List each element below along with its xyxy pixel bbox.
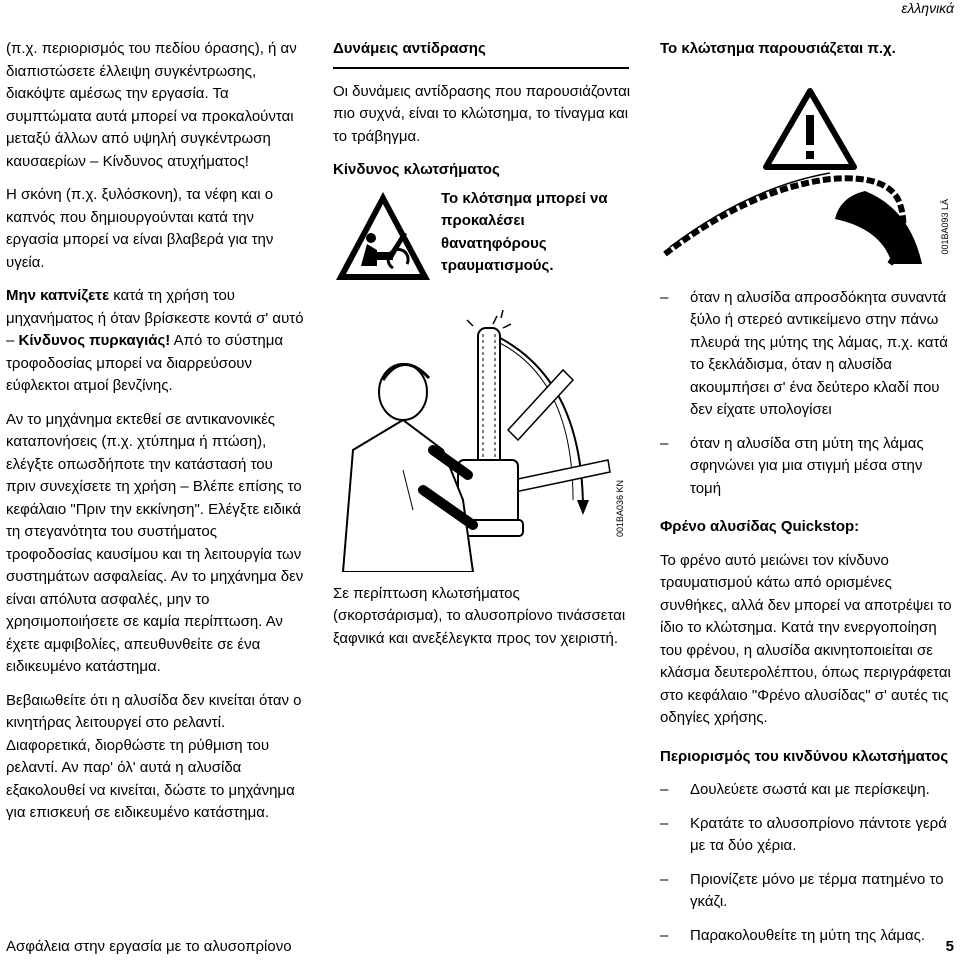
kickback-warning-row <box>333 188 633 298</box>
limit-item-text: Πριονίζετε μόνο με τέρμα πατημένο το γκάζι. <box>690 870 944 910</box>
dash-marker: – <box>660 870 669 888</box>
limit-item-text: Παρακολουθείτε τη μύτη της λάμας. <box>690 926 926 944</box>
fire-hazard-bold: Κίνδυνος πυρκαγιάς! <box>18 332 171 349</box>
fuel-vapour-text: Από το σύστημα τροφοδοσίας μπορεί να διαρρεύσουν εύφλεκτοι ατμοί βενζίνης. <box>6 332 284 394</box>
heading-rule <box>333 67 629 69</box>
figure-code-right: 001BA093 LÄ <box>940 198 950 255</box>
dash-marker: – <box>660 288 669 306</box>
kickback-warning-text: Το κλότσημα μπορεί να προκαλέσει θανατηφόρους τραυματισμούς. <box>441 189 608 274</box>
dash-marker: – <box>660 434 669 452</box>
kickback-cause-item <box>660 433 955 501</box>
dash-marker: – <box>660 926 669 944</box>
kickback-cause-text: όταν η αλυσίδα απροσδόκητα συναντά ξύλο ή στερεό αντικείμενο στην πάνω πλευρά της μύτης της λάμας, π.χ. κατά το ξεκλάδισμα, όταν η αλυσίδα ακουμπήσει σ' ένα δεύτερο κλαδί που δεν είχατε υπολογίσει <box>690 288 948 418</box>
kickback-caption: Σε περίπτωση κλωτσήματος (σκορτσάρισμα), το αλυσοπρίονο τινάσσεται ξαφνικά και ανεξέλεγκτα προς τον χειριστή. <box>333 584 626 647</box>
no-smoking-text: κατά τη χρήση του μηχανήματος ή όταν βρίσκεστε κοντά σ' αυτό – <box>6 287 304 349</box>
bar-tip-figure <box>660 69 955 269</box>
kickback-occurs-heading: Το κλώτσημα παρουσιάζεται π.χ. <box>660 40 896 57</box>
limit-kickback-heading: Περιορισμός του κινδύνου κλωτσήματος <box>660 747 949 765</box>
kickback-figure <box>333 310 633 572</box>
paragraph-abnormal-stress: Αν το μηχάνημα εκτεθεί σε αντικανονικές καταπονήσεις (π.χ. χτύπημα ή πτώση), ελέγξτε οπωσδήποτε την κατάστασή του πριν συνεχίσετε τη χρήση – Βλέπε επίσης το κεφάλαιο "Πριν την εκκίνηση". Ελέγξτε ειδικά τη στεγανότητα του συστήματος τροφοδοσίας καυσίμου και τη λειτουργία των συστημάτων ασφαλείας. Αν το μηχάνημα δεν είναι απόλυτα ασφαλές, μην το χρησιμοποιήσετε σε καμία περίπτωση. Αν έχετε αμφιβολίες, απευθυνθείτε σε ένα ειδικευμένο κατάστημα. <box>6 410 304 675</box>
reaction-forces-heading: Δυνάμεις αντίδρασης <box>333 40 486 57</box>
kickback-cause-text: όταν η αλυσίδα στη μύτη της λάμας σφηνώνει για μια στιγμή μέσα στην τομή <box>690 434 924 497</box>
paragraph-idle: Βεβαιωθείτε ότι η αλυσίδα δεν κινείται όταν ο κινητήρας λειτουργεί στο ρελαντί. Διαφορετικά, διορθώστε τη ρύθμιση του ρελαντί. Αν παρ' όλ' αυτά η αλυσίδα εξακολουθεί να κινείται, δώστε το μηχάνημα για επισκευή σε ειδικευμένο κατάστημα. <box>6 691 302 821</box>
quickstop-text: Το φρένο αυτό μειώνει τον κίνδυνο τραυματισμού κάτω από ορισμένες συνθήκες, αλλά δεν μπορεί να αποτρέψει το ίδιο το κλώτσημα. Κατά την ενεργοποίηση του φρένου, η αλυσίδα ακινητοποιείται σε κλάσμα δευτερολέπτου, όπως περιγράφεται στο κεφάλαιο "Φρένο αλυσίδας" σ' αυτές τις οδηγίες χρήσης. <box>660 551 952 726</box>
page-number: 5 <box>945 938 954 955</box>
limit-item <box>660 813 955 858</box>
paragraph-no-smoking <box>6 285 306 398</box>
figure-code-middle: 001BA036 KN <box>615 479 625 537</box>
limit-item <box>660 779 955 802</box>
operator-chainsaw-illustration <box>333 310 623 572</box>
column-middle <box>333 38 633 650</box>
column-right <box>660 38 955 947</box>
no-smoking-bold: Μην καπνίζετε <box>6 287 110 304</box>
dash-marker: – <box>660 814 669 832</box>
limit-item <box>660 869 955 914</box>
language-label: ελληνικά <box>901 0 954 16</box>
limit-item <box>660 925 955 948</box>
bar-tip-illustration <box>660 69 950 269</box>
paragraph-symptoms: (π.χ. περιορισμός του πεδίου όρασης), ή αν διαπιστώσετε έλλειψη συγκέντρωσης, διακόψτε αμέσως την εργασία. Τα συμπτώματα αυτά μπορεί να προκαλούνται μεταξύ άλλων από υψηλή συγκέντρωση καυσαερίων – Κίνδυνος ατυχήματος! <box>6 40 297 170</box>
paragraph-dust: Η σκόνη (π.χ. ξυλόσκονη), τα νέφη και ο καπνός που δημιουργούνται κατά την εργασία μπορεί να είναι βλαβερά για την υγεία. <box>6 186 274 271</box>
quickstop-heading: Φρένο αλυσίδας Quickstop: <box>660 518 860 535</box>
reaction-forces-intro: Οι δυνάμεις αντίδρασης που παρουσιάζονται πιο συχνά, είναι το κλώτσημα, το τίναγμα και το τράβηγμα. <box>333 82 631 145</box>
column-left <box>6 38 306 825</box>
kickback-cause-item <box>660 287 955 422</box>
limit-item-text: Δουλεύετε σωστά και με περίσκεψη. <box>690 781 930 798</box>
footer-title: Ασφάλεια στην εργασία με το αλυσοπρίονο <box>6 938 292 955</box>
limit-item-text: Κρατάτε το αλυσοπρίονο πάντοτε γερά με τα δύο χέρια. <box>690 814 947 854</box>
kickback-subheading: Κίνδυνος κλωτσήματος <box>333 161 500 178</box>
kickback-warning-icon <box>333 188 433 284</box>
dash-marker: – <box>660 781 669 798</box>
